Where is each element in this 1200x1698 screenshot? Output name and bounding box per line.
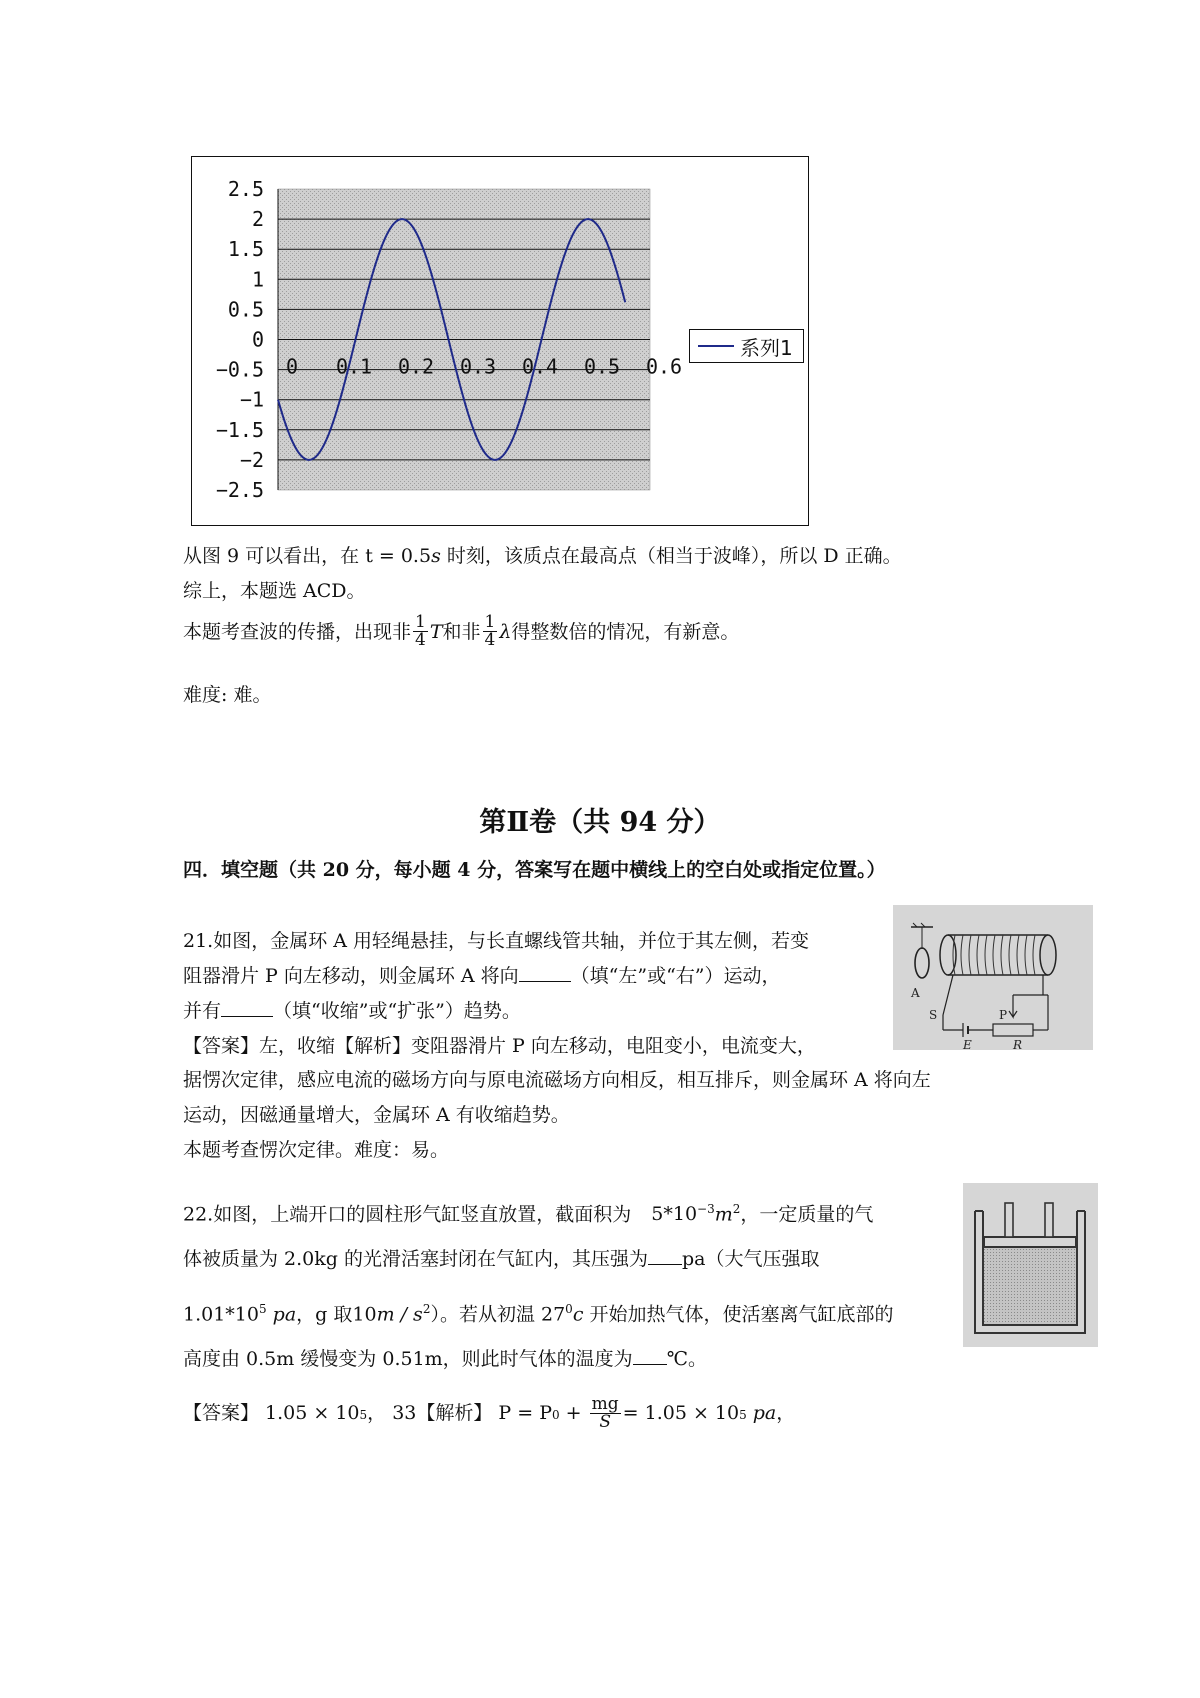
text-span: 本题考查波的传播，出现非 (183, 620, 412, 643)
cylinder-figure (963, 1183, 1098, 1347)
solenoid-figure (893, 905, 1093, 1050)
q21-line-4 (183, 1030, 816, 1062)
figure-label-p: P (999, 1008, 1008, 1022)
x-tick-label: 0.5 (583, 354, 621, 379)
answer-blank (519, 963, 571, 982)
superscript: −3 (697, 1202, 715, 1216)
text-span: T (429, 620, 443, 643)
q21-line-6 (183, 1099, 570, 1131)
text-span: 并有 (183, 1000, 222, 1022)
text-span: ，一定质量的气 (740, 1203, 874, 1226)
y-tick-label: −2 (239, 447, 264, 472)
x-tick-label: 0.6 (645, 354, 683, 379)
fraction-quarter: $\frac{1}{4}$ (415, 612, 426, 650)
q21-line-2 (183, 960, 781, 992)
fraction-mg-over-s: $\frac{mg}{S}$ (591, 1393, 619, 1432)
y-tick-label: 0.5 (227, 297, 264, 322)
q22-line-4 (183, 1343, 707, 1375)
text-span: 【答案】 1.05 × 10 (183, 1402, 360, 1424)
text-span: ， 33【解析】 P = P (367, 1402, 552, 1424)
text-span: 体被质量为 2.0kg 的光滑活塞封闭在气缸内，其压强为 (183, 1248, 648, 1270)
paragraph-conclusion (183, 575, 366, 607)
subscript: 0 (552, 1408, 560, 1422)
text-span: pa (752, 1402, 777, 1424)
text-span: λ (499, 620, 512, 643)
x-tick-label: 0 (285, 354, 299, 379)
x-tick-label: 0.1 (335, 354, 373, 379)
superscript: 5 (359, 1408, 368, 1422)
x-tick-label: 0.2 (397, 354, 435, 379)
answer-blank (633, 1346, 667, 1365)
text-span: 开始加热气体，使活塞离气缸底部的 (583, 1303, 894, 1326)
q22-line-2 (183, 1243, 819, 1275)
text-span: 难度: 难。 (183, 684, 272, 706)
text-span: 本题考查愣次定律。难度：易。 (183, 1139, 450, 1161)
text-span: ，g 取 (296, 1303, 353, 1326)
text-span: 据愣次定律，感应电流的磁场方向与原电流磁场方向相反，相互排斥，则金属环 A 将向左 (183, 1069, 931, 1091)
text-span: 和非 (442, 620, 481, 643)
text-span: 运动，因磁通量增大，金属环 A 有收缩趋势。 (183, 1104, 570, 1126)
text-span: 22.如图，上端开口的圆柱形气缸竖直放置，截面积为 (183, 1203, 632, 1226)
legend (689, 329, 804, 363)
chart-frame (191, 156, 809, 526)
text-span: 1.01*10 (183, 1303, 259, 1326)
text-span: 综上，本题选 ACD。 (183, 580, 366, 602)
y-tick-labels (216, 177, 264, 502)
text-span: （填“左”或“右”）运动， (570, 965, 781, 987)
figure-label-e: E (963, 1038, 972, 1050)
y-tick-label: 2.5 (227, 177, 264, 201)
y-tick-label: 2 (251, 207, 264, 232)
superscript: 2 (732, 1202, 741, 1216)
q22-line-3 (183, 1293, 894, 1330)
y-tick-label: −0.5 (215, 357, 264, 382)
text-span: ， (776, 1402, 796, 1424)
legend-label: 系列1 (740, 335, 793, 360)
answer-blank (648, 1246, 682, 1265)
paragraph-comment (183, 614, 739, 649)
text-span: ℃。 (666, 1348, 707, 1370)
solenoid-diagram (893, 905, 1093, 1050)
text-span: m / s (376, 1303, 423, 1326)
y-tick-label: −1.5 (215, 417, 264, 442)
y-tick-label: 0 (251, 327, 264, 352)
q22-answer (183, 1395, 795, 1431)
text-span: 高度由 0.5m 缓慢变为 0.51m，则此时气体的温度为 (183, 1348, 633, 1370)
text-span: ）。若从初温 27 (430, 1303, 566, 1326)
text-span: s (431, 545, 441, 567)
text-span: 阻器滑片 P 向左移动，则金属环 A 将向 (183, 965, 519, 987)
y-tick-label: −2.5 (215, 478, 264, 502)
text-span: 【答案】左，收缩【解析】变阻器滑片 P 向左移动，电阻变小，电流变大， (183, 1035, 816, 1057)
cylinder-diagram (963, 1183, 1098, 1347)
text-span: c (572, 1303, 584, 1326)
y-tick-label: 1.5 (227, 237, 264, 262)
text-span: （填“收缩”或“扩张”）趋势。 (273, 1000, 521, 1022)
text-span: m (714, 1203, 733, 1226)
q21-line-1 (183, 925, 809, 957)
superscript: 2 (422, 1302, 431, 1316)
q21-line-3 (183, 995, 521, 1027)
text-span: 得整数倍的情况，有新意。 (511, 620, 740, 643)
figure-label-a: A (911, 986, 920, 1000)
paragraph-observation (183, 540, 902, 572)
answer-blank (221, 998, 273, 1017)
y-tick-label: −1 (239, 387, 264, 412)
x-tick-label: 0.3 (459, 354, 497, 379)
figure-label-r: R (1013, 1038, 1023, 1050)
text-span: + (559, 1402, 588, 1424)
q22-line-1 (183, 1193, 873, 1230)
fraction-quarter: $\frac{1}{4}$ (484, 612, 496, 650)
text-span: pa (272, 1303, 297, 1326)
text-span: 从图 9 可以看出，在 t = 0.5 (183, 545, 432, 567)
text-span: 21.如图，金属环 A 用轻绳悬挂，与长直螺线管共轴，并位于其左侧，若变 (183, 930, 810, 952)
text-span: = 1.05 × 10 (622, 1402, 740, 1424)
text-span: pa（大气压强取 (681, 1248, 820, 1270)
paragraph-difficulty (183, 679, 271, 711)
q21-line-5 (183, 1064, 931, 1096)
q21-line-7 (183, 1134, 449, 1166)
text-span: 10 (352, 1303, 377, 1326)
y-tick-label: 1 (251, 267, 264, 292)
x-tick-label: 0.4 (521, 354, 559, 379)
superscript: 5 (258, 1302, 267, 1316)
superscript: 5 (739, 1408, 747, 1422)
superscript: 0 (565, 1302, 573, 1316)
page-heading: 第Ⅱ卷（共 94 分） (479, 807, 721, 838)
text-span: 5*10 (651, 1203, 698, 1226)
figure-label-s: S (929, 1008, 938, 1022)
section-title: 四．填空题（共 20 分，每小题 4 分，答案写在题中横线上的空白处或指定位置。） (183, 859, 886, 881)
legend-swatch (698, 345, 734, 347)
text-span: 时刻，该质点在最高点（相当于波峰），所以 D 正确。 (440, 545, 902, 567)
